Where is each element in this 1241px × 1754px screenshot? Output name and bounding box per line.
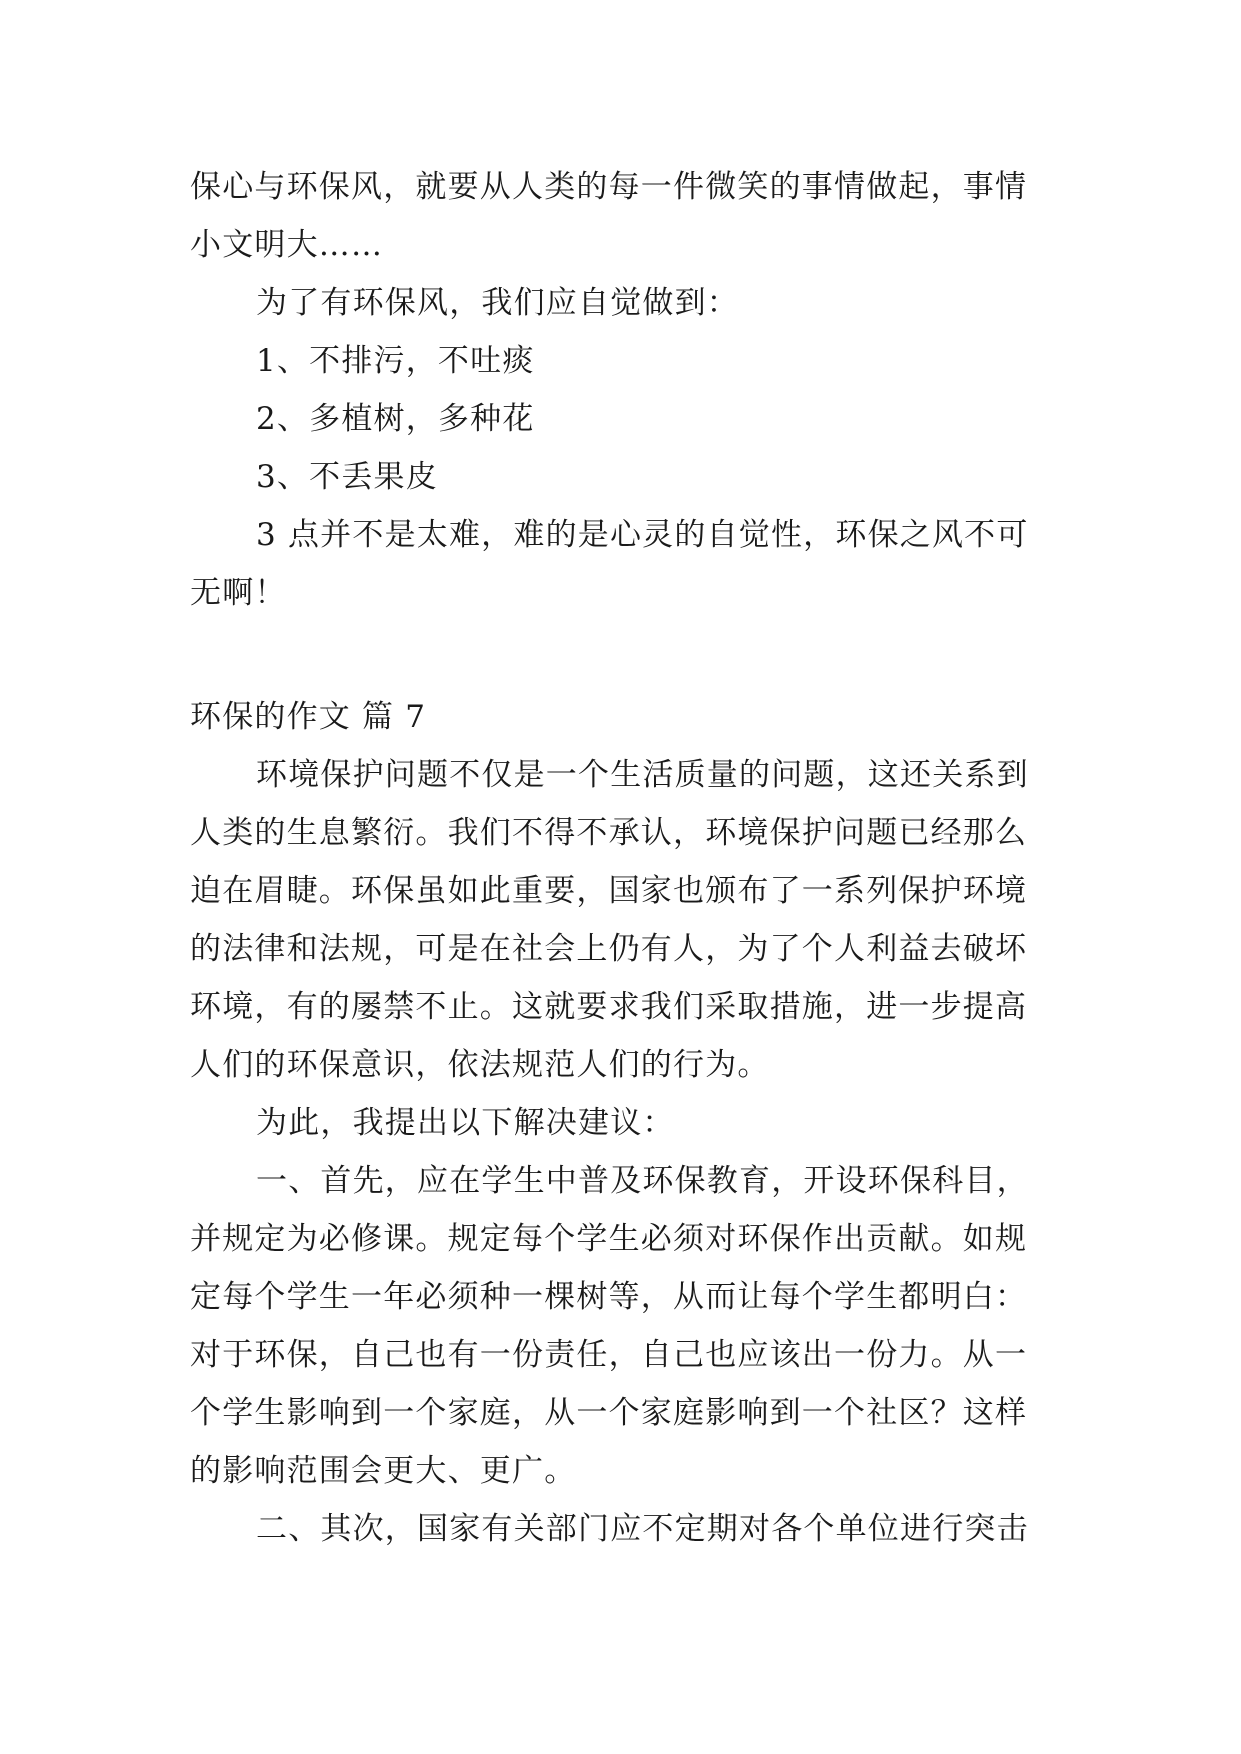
paragraph-line: 保心与环保风，就要从人类的每一件微笑的事情做起，事情 [190, 169, 1028, 205]
list-item: 2、多植树，多种花 [256, 401, 535, 437]
list-item: 3、不丢果皮 [256, 459, 438, 495]
paragraph-line: 的影响范围会更大、更广。 [190, 1453, 577, 1489]
paragraph-line: 并规定为必修课。规定每个学生必须对环保作出贡献。如规 [190, 1221, 1028, 1257]
list-item: 1、不排污，不吐痰 [256, 343, 535, 379]
paragraph-line: 对于环保，自己也有一份责任，自己也应该出一份力。从一 [190, 1337, 1028, 1373]
paragraph-line: 无啊！ [190, 575, 287, 611]
paragraph-line: 小文明大…… [190, 227, 384, 263]
paragraph-line: 定每个学生一年必须种一棵树等，从而让每个学生都明白： [190, 1279, 1028, 1315]
paragraph-line: 一、首先，应在学生中普及环保教育，开设环保科目， [256, 1163, 1029, 1199]
paragraph-line: 二、其次，国家有关部门应不定期对各个单位进行突击 [256, 1511, 1029, 1547]
list-intro: 为了有环保风，我们应自觉做到： [256, 285, 739, 321]
paragraph-line: 为此，我提出以下解决建议： [256, 1105, 675, 1141]
section-spacer [190, 622, 1052, 688]
paragraph-line: 环境，有的屡禁不止。这就要求我们采取措施，进一步提高 [190, 989, 1028, 1025]
document-page [190, 158, 1052, 1558]
paragraph-line: 的法律和法规，可是在社会上仍有人，为了个人利益去破坏 [190, 931, 1028, 967]
paragraph-line: 迫在眉睫。环保虽如此重要，国家也颁布了一系列保护环境 [190, 873, 1028, 909]
section-heading: 环保的作文 篇 7 [190, 699, 427, 735]
paragraph-line: 个学生影响到一个家庭，从一个家庭影响到一个社区？这样 [190, 1395, 1028, 1431]
paragraph-line: 人类的生息繁衍。我们不得不承认，环境保护问题已经那么 [190, 815, 1028, 851]
paragraph-line: 3 点并不是太难，难的是心灵的自觉性，环保之风不可 [256, 517, 1029, 553]
paragraph-line: 环境保护问题不仅是一个生活质量的问题，这还关系到 [256, 757, 1029, 793]
paragraph-line: 人们的环保意识，依法规范人们的行为。 [190, 1047, 770, 1083]
